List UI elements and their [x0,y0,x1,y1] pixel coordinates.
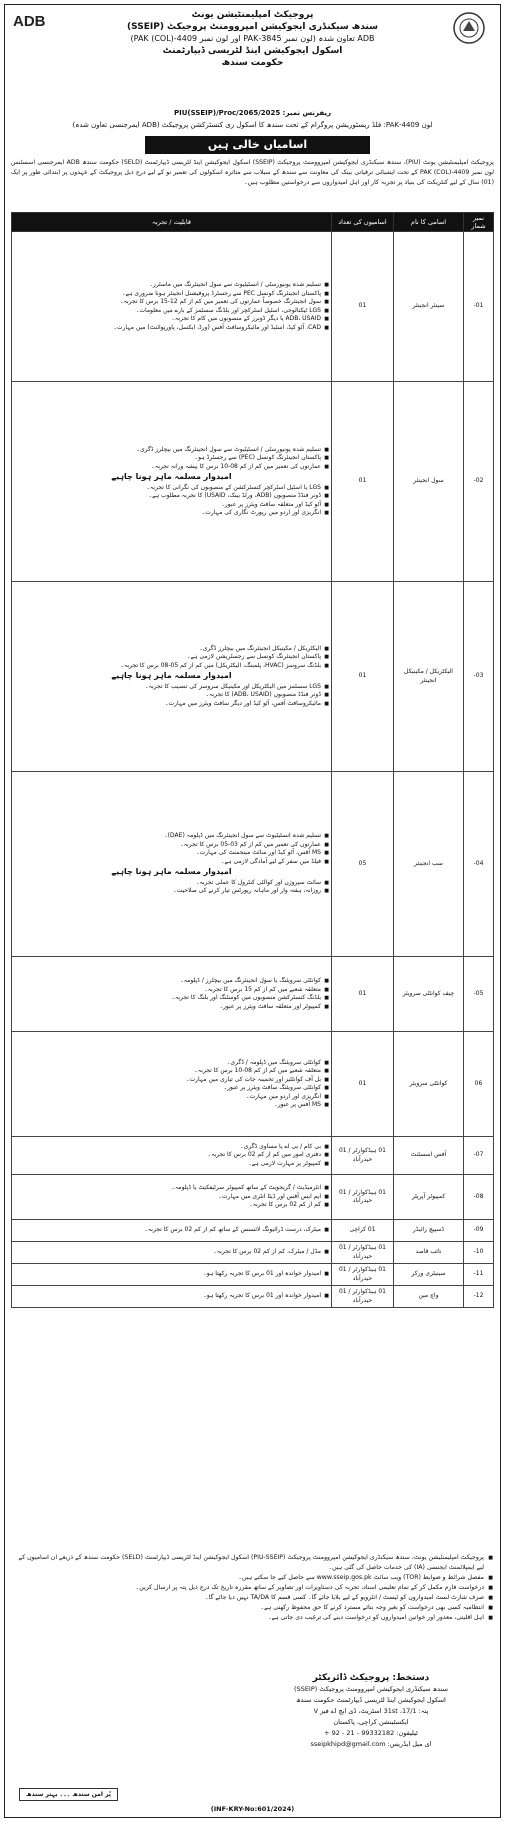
table-row [12,1264,494,1286]
note-item: ■ مفصل شرائط و ضوابط (TOR) ویب سائٹ www.sseip.gos.pk سے حاصل کیے جا سکتے ہیں۔ [11,1573,484,1583]
table-row [12,772,494,957]
criteria-item: ■ مڈل / میٹرک، کم از کم 02 برس کا تجربہ۔ [14,1248,321,1257]
criteria-cell [12,957,332,1032]
signature-line: پتہ: 17/1، 31st اسٹریٹ، ڈی ایچ اے فیز V [313,1707,429,1715]
criteria-list [14,446,329,472]
criteria-item: ■ بل آف کوانٹٹیز اور تخمینہ جات کی تیاری میں مہارت۔ [14,1076,321,1085]
criteria-item: ■ ڈونر فنڈڈ منصوبوں (ADB، USAID) کا تجربہ۔ [14,691,321,700]
criteria-item: ■ امیدوار خواندہ اور 01 برس کا تجربہ رکھتا ہو۔ [14,1292,321,1301]
criteria-item: ■ پاکستان انجینئرنگ کونسل سے رجسٹریشن لازمی ہے۔ [14,653,321,662]
serial-number-cell: 10- [464,1242,494,1264]
table-row [12,1220,494,1242]
criteria-item: ■ متعلقہ شعبے میں کم از کم 08-10 برس کا تجربہ۔ [14,1067,321,1076]
table-row [12,1286,494,1308]
note-item: ■ پروجیکٹ امپلیمنٹیشن یونٹ، سندھ سیکنڈری ایجوکیشن امپروومنٹ پروجیکٹ (PIU-SSEIP) اسکول ایجوکیشن اینڈ لٹریسی ڈیپارٹمنٹ (SELD) حکومت سندھ کے ذریعے ان اسامیوں کے لیے ایمپلائمنٹ ایجنسی (IA) کی خدمات حاصل کی گئی ہیں۔ [11,1553,484,1573]
post-count-cell: 01 ہیڈکوارٹر / 01 حیدرآباد [332,1242,394,1264]
adb-logo: ADB [13,13,46,30]
post-count-cell: 01 ہیڈکوارٹر / 01 حیدرآباد [332,1137,394,1175]
notes-list [11,1553,494,1623]
signature-line: سندھ سیکنڈری ایجوکیشن امپروومنٹ پروجیکٹ (SSEIP) [294,1685,448,1693]
post-count-cell: 05 [332,772,394,957]
post-title-cell: کمپیوٹر آپریٹر [394,1175,464,1220]
serial-number-cell: 11- [464,1264,494,1286]
criteria-cell [12,772,332,957]
serial-number-cell: 09- [464,1220,494,1242]
criteria-item: ■ انگریزی اور اردو میں رپورٹ نگاری کی مہارت۔ [14,509,321,518]
table-row [12,382,494,582]
post-count-cell: 01 ہیڈکوارٹر / 01 حیدرآباد [332,1175,394,1220]
signature-line: اسکول ایجوکیشن اینڈ لٹریسی ڈیپارٹمنٹ حکومت سندھ [296,1696,446,1704]
criteria-item: ■ سول انجینئرنگ خصوصاً عمارتوں کی تعمیر میں کم از کم 12-15 برس کا تجربہ۔ [14,298,321,307]
criteria-item: ■ کمپیوٹر اور متعلقہ سافٹ ویئرز پر عبور۔ [14,1003,321,1012]
criteria-cell [12,1220,332,1242]
intro-paragraph: پروجیکٹ امپلیمنٹیشن یونٹ (PIU)، سندھ سیکنڈری ایجوکیشن امپروومنٹ پروجیکٹ (SSEIP) اسکول ایجوکیشن اینڈ لٹریسی ڈیپارٹمنٹ (SELD) حکومت سندھ ADB ایمرجنسی اسسٹنس لون نمبر 4409-PAK (COL) کے تحت ایشیائی ترقیاتی بینک کی معاونت سے سندھ کے سیلاب سے متاثرہ اسکولوں کی تعمیر نو کے لیے درج ذیل پروجیکٹ کے عہدوں پر ابتدائی طور پر ایک (01) سال کے لیے کنٹریکٹ کی بنیاد پر تجربہ کار اور اہل امیدواروں سے درخواستیں مطلوب ہیں۔ [11,159,494,186]
criteria-item: ■ میٹرک، درست ڈرائیونگ لائسنس کے ساتھ کم از کم 02 برس کا تجربہ۔ [14,1226,321,1235]
table-row [12,1242,494,1264]
post-title-cell: واچ مین [394,1286,464,1308]
post-title-cell: نائب قاصد [394,1242,464,1264]
criteria-list [14,645,329,671]
post-count-cell: 01 [332,582,394,772]
emphasis-line: امیدوار مسلمہ ماہر ہونا چاہیے [111,472,232,481]
criteria-cell [12,1264,332,1286]
criteria-item: ■ الیکٹریکل / مکینیکل انجینئرنگ میں بیچلرز ڈگری۔ [14,645,321,654]
criteria-cell [12,382,332,582]
serial-number-cell: 12- [464,1286,494,1308]
signature-block [256,1673,486,1750]
criteria-cell [12,1032,332,1137]
header [65,9,440,69]
criteria-item: ■ کوانٹٹی سرویئنگ میں ڈپلومہ / ڈگری۔ [14,1059,321,1068]
criteria-item: ■ بی کام / بی اے یا مساوی ڈگری۔ [14,1143,321,1152]
criteria-item: ■ ڈونر فنڈڈ منصوبوں (ADB، ورلڈ بینک، USAID) کا تجربہ مطلوب ہے۔ [14,492,321,501]
criteria-list [14,484,329,518]
signature-line: ایکسٹینشن کراچی، پاکستان [333,1718,409,1726]
criteria-list [14,977,329,1011]
column-header-title: اسامی کا نام [394,213,464,232]
criteria-item: ■ انگریزی اور اردو میں مہارت۔ [14,1093,321,1102]
emphasis-line: امیدوار مسلمہ ماہر ہونا چاہیے [111,867,232,877]
note-item: ■ درخواست فارم مکمل کر کے تمام تعلیمی اسناد، تجربہ کی دستاویزات اور تصاویر کے ساتھ مقررہ تاریخ تک درج ذیل پتہ پر ارسال کریں۔ [11,1583,484,1593]
criteria-item: ■ کمپیوٹر پر مہارت لازمی ہے۔ [14,1160,321,1169]
signature-title: دستخط: پروجیکٹ ڈائریکٹر [312,1673,430,1683]
table-row [12,957,494,1032]
header-line: پروجیکٹ امپلیمنٹیشن یونٹ [191,10,314,20]
criteria-item: ■ کوانٹٹی سرویئنگ سافٹ ویئرز پر عبور۔ [14,1084,321,1093]
post-count-cell: 01 [332,232,394,382]
criteria-item: ■ کم از کم 02 برس کا تجربہ۔ [14,1201,321,1210]
criteria-cell [12,1286,332,1308]
criteria-item: ■ ایم ایس آفس اور ڈیٹا انٹری میں مہارت۔ [14,1193,321,1202]
column-header-count: اسامیوں کی تعداد [332,213,394,232]
table-row [12,1175,494,1220]
note-item: ■ صرف شارٹ لسٹ امیدواروں کو ٹیسٹ / انٹرویو کے لیے بلایا جائے گا۔ کسی قسم کا TA/DA نہیں دیا جائے گا۔ [11,1593,484,1603]
serial-number-cell: 03- [464,582,494,772]
criteria-item: ■ کوانٹٹی سرویئنگ یا سول انجینئرنگ میں بیچلرز / ڈپلومہ۔ [14,977,321,986]
criteria-item: ■ تسلیم شدہ یونیورسٹی / انسٹیٹیوٹ سے سول انجینئرنگ میں ماسٹرز۔ [14,281,321,290]
criteria-item: ■ ADB، USAID یا دیگر ڈونرز کے منصوبوں میں کام کا تجربہ۔ [14,315,321,324]
criteria-list [14,1226,329,1235]
criteria-list [14,1059,329,1110]
criteria-cell [12,1242,332,1264]
criteria-item: ■ LGS سسٹمز میں الیکٹریکل اور مکینیکل سروسز کی تنصیب کا تجربہ۔ [14,683,321,692]
serial-number-cell: 05- [464,957,494,1032]
criteria-cell [12,1137,332,1175]
post-count-cell: 01 [332,382,394,582]
criteria-list [14,1270,329,1279]
post-count-cell: 01 ہیڈکوارٹر / 01 حیدرآباد [332,1286,394,1308]
criteria-item: ■ بلڈنگ کنسٹرکشن منصوبوں میں کوسٹنگ اور بلنگ کا تجربہ۔ [14,994,321,1003]
post-count-cell: 01 [332,1032,394,1137]
loan-line: لون 4409-PAK: فلڈ ریسٹوریشن پروگرام کے تحت سندھ کا اسکول ری کنسٹرکشن پروجیکٹ (ADB ایمرجنسی تعاون شدہ) [72,121,433,129]
criteria-item: ■ تسلیم شدہ انسٹیٹیوٹ سے سول انجینئرنگ میں ڈپلومہ (DAE)۔ [14,832,321,841]
table-row [12,1137,494,1175]
table-row [12,582,494,772]
serial-number-cell: 08- [464,1175,494,1220]
criteria-cell [12,1175,332,1220]
post-count-cell: 01 ہیڈکوارٹر / 01 حیدرآباد [332,1264,394,1286]
post-title-cell: چیف کوانٹٹی سرویئر [394,957,464,1032]
post-title-cell: آفس اسسٹنٹ [394,1137,464,1175]
criteria-item: ■ MS آفس، آٹو کیڈ اور سائٹ مینجمنٹ کی مہارت۔ [14,849,321,858]
criteria-item: ■ مائیکروسافٹ آفس، آٹو کیڈ اور دیگر سافٹ ویئرز میں مہارت۔ [14,700,321,709]
criteria-item: ■ LGS ٹیکنالوجی، اسٹیل اسٹرکچر اور بلڈنگ سسٹمز کے بارے میں معلومات۔ [14,307,321,316]
table-row [12,232,494,382]
criteria-list [14,832,329,866]
table-header-row [12,213,494,232]
criteria-item: ■ آٹو کیڈ اور متعلقہ سافٹ ویئرز پر عبور۔ [14,501,321,510]
reference-number: ریفرنس نمبر: PIU(SSEIP)/Proc/2065/2025 [173,109,332,117]
criteria-item: ■ فیلڈ میں سفر کے لیے آمادگی لازمی ہے۔ [14,858,321,867]
header-line: حکومت سندھ [221,58,284,68]
criteria-item: ■ پاکستان انجینئرنگ کونسل PEC سے رجسٹرڈ پروفیشنل انجینئر ہونا ضروری ہے۔ [14,290,321,299]
criteria-item: ■ متعلقہ شعبے میں کم از کم 15 برس کا تجربہ۔ [14,986,321,995]
emphasis-line: امیدوار مسلمہ ماہر ہونا چاہیے [111,671,232,681]
serial-number-cell: 04- [464,772,494,957]
criteria-item: ■ دفتری امور میں کم از کم 02 برس کا تجربہ۔ [14,1151,321,1160]
criteria-item: ■ بلڈنگ سروسز (HVAC، پلمبنگ، الیکٹریکل) میں کم از کم 05-08 برس کا تجربہ۔ [14,662,321,671]
criteria-list [14,281,329,332]
criteria-list [14,1292,329,1301]
criteria-item: ■ سائٹ سپروژن اور کوالٹی کنٹرول کا عملی تجربہ۔ [14,879,321,888]
criteria-list [14,1184,329,1210]
note-item: ■ اہل اقلیتی، معذور اور خواتین امیدواروں کو درخواست دینے کی ترغیب دی جاتی ہے۔ [11,1613,484,1623]
post-title-cell: سب انجینئر [394,772,464,957]
post-title-cell: کوانٹٹی سرویئر [394,1032,464,1137]
header-line: اسکول ایجوکیشن اینڈ لٹریسی ڈیپارٹمنٹ [162,46,343,56]
criteria-item: ■ عمارتوں کی تعمیر میں کم از کم 08-10 برس کا پیشہ ورانہ تجربہ۔ [14,463,321,472]
serial-number-cell: 06 [464,1032,494,1137]
inf-number: (INF-KRY-No:601/2024) [210,1805,295,1813]
header-line: ADB تعاون شدہ (لون نمبر 3845-PAK اور لون نمبر 4409-PAK (COL)) [130,34,375,43]
criteria-item: ■ CAD، آٹو کیڈ، اسٹیڈ اور مائیکروسافٹ آفس (ورڈ، ایکسل، پاورپوائنٹ) میں مہارت۔ [14,324,321,333]
criteria-item: ■ پاکستان انجینئرنگ کونسل (PEC) سے رجسٹرڈ ہو۔ [14,454,321,463]
notes-section [11,1553,494,1623]
criteria-list [14,683,329,709]
criteria-item: ■ LGS یا اسٹیل اسٹرکچر کنسٹرکشن کے منصوبوں کی نگرانی کا تجربہ۔ [14,484,321,493]
post-count-cell: 01 [332,957,394,1032]
post-title-cell: سول انجینئر [394,382,464,582]
serial-number-cell: 07- [464,1137,494,1175]
criteria-item: ■ امیدوار خواندہ اور 01 برس کا تجربہ رکھتا ہو۔ [14,1270,321,1279]
criteria-item: ■ انٹرمیڈیٹ / گریجویٹ کے ساتھ کمپیوٹر سرٹیفکیٹ یا ڈپلومہ۔ [14,1184,321,1193]
jobs-table [11,212,494,1308]
criteria-list [14,879,329,896]
advertisement-page [4,4,501,1818]
post-title-cell: سینیٹری ورکر [394,1264,464,1286]
table-row [12,1032,494,1137]
column-header-serial: نمبر شمار [464,213,494,232]
post-title-cell: ڈسپیچ رائیڈر [394,1220,464,1242]
criteria-cell [12,582,332,772]
footer-stamp: پُر امن سندھ ۔۔۔ بہتر سندھ [19,1788,118,1801]
sindh-government-emblem-icon [452,11,486,45]
header-line: سندھ سیکنڈری ایجوکیشن امپروومنٹ پروجیکٹ (SSEIP) [127,22,378,32]
signature-line: ای میل ایڈریس: sseipkhipd@gmail.com [310,1740,432,1748]
criteria-item: ■ تسلیم شدہ یونیورسٹی / انسٹیٹیوٹ سے سول انجینئرنگ میں بیچلرز ڈگری۔ [14,446,321,455]
column-header-criteria: قابلیت / تجربہ [12,213,332,232]
signature-line: ٹیلیفون: 99332182 - 21 - 92 + [324,1729,418,1737]
note-item: ■ انتظامیہ کسی بھی درخواست کو بغیر وجہ بتائے مسترد کرنے کا حق محفوظ رکھتی ہے۔ [11,1603,484,1613]
serial-number-cell: 02- [464,382,494,582]
post-title-cell: سینئر انجینئر [394,232,464,382]
criteria-list [14,1248,329,1257]
criteria-item: ■ روزانہ، ہفتہ وار اور ماہانہ رپورٹس تیار کرنے کی صلاحیت۔ [14,887,321,896]
vacancies-banner: اسامیاں خالی ہیں [145,136,370,154]
criteria-list [14,1143,329,1169]
job-rows [12,232,494,1308]
post-count-cell: 01 کراچی [332,1220,394,1242]
serial-number-cell: 01- [464,232,494,382]
criteria-item: ■ MS آفس پر عبور۔ [14,1101,321,1110]
criteria-item: ■ عمارتوں کی تعمیر میں کم از کم 03-05 برس کا تجربہ۔ [14,841,321,850]
criteria-cell [12,232,332,382]
post-title-cell: الیکٹریکل / مکینیکل انجینئر [394,582,464,772]
